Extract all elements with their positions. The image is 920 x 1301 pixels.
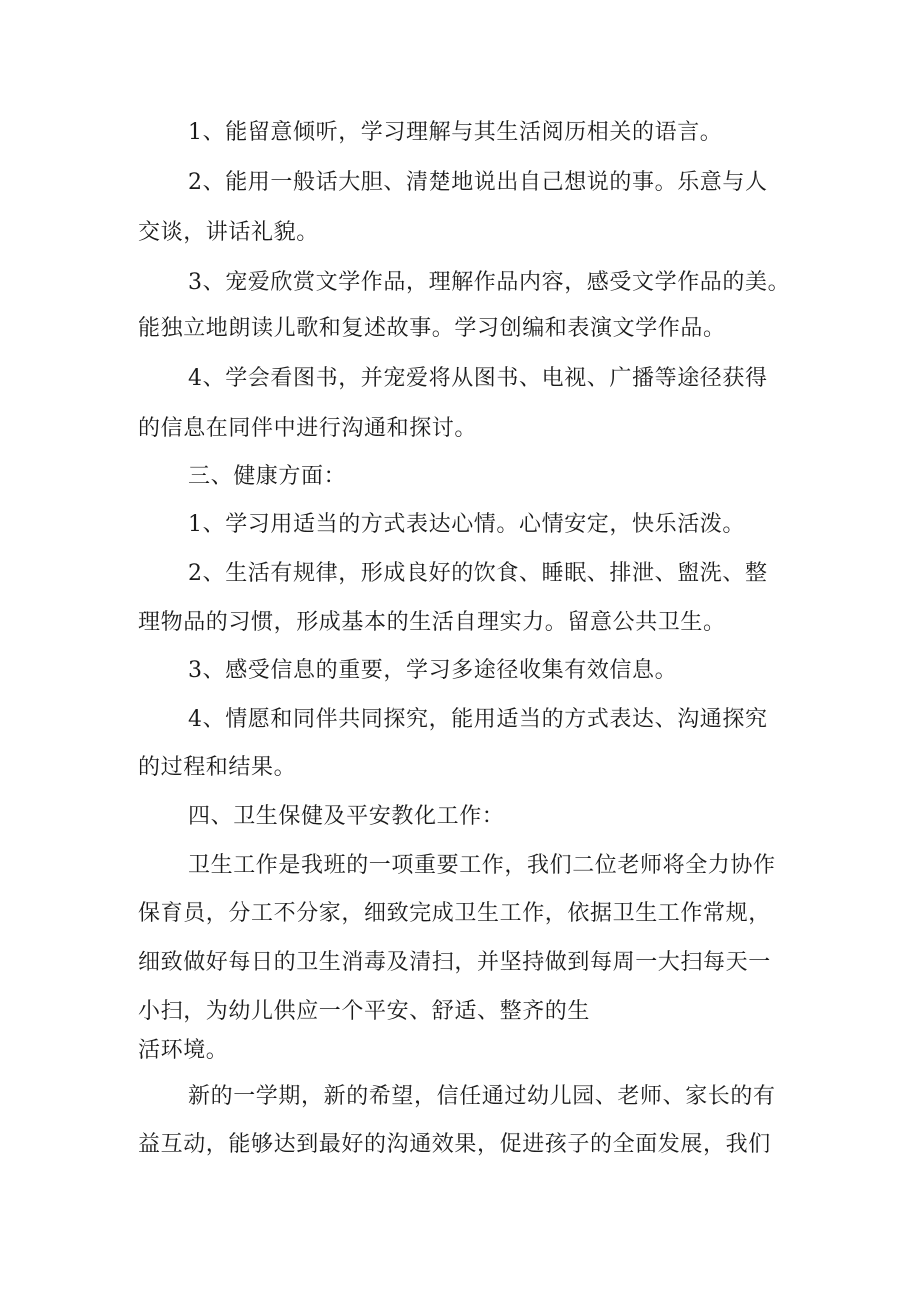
text-line-14: 的过程和结果。: [138, 755, 297, 780]
text-line-13: 4、情愿和同伴共同探究，能用适当的方式表达、沟通探究: [188, 707, 768, 732]
text-line-20: 活环境。: [138, 1038, 229, 1063]
text-line-2: 2、能用一般话大胆、清楚地说出自己想说的事。乐意与人: [188, 170, 768, 195]
text-line-6: 4、学会看图书，并宠爱将从图书、电视、广播等途径获得: [188, 366, 768, 391]
text-line-18: 细致做好每日的卫生消毒及清扫，并坚持做到每周一大扫每天一: [138, 950, 771, 975]
text-line-17: 保育员，分工不分家，细致完成卫生工作，依据卫生工作常规，: [138, 901, 771, 926]
text-line-3: 交谈，讲话礼貌。: [138, 220, 319, 245]
text-line-4: 3、宠爱欣赏文学作品，理解作品内容，感受文学作品的美。: [188, 270, 791, 295]
text-line-16: 卫生工作是我班的一项重要工作，我们二位老师将全力协作: [188, 853, 776, 878]
section-heading-hygiene: 四、卫生保健及平安教化工作：: [188, 804, 505, 829]
text-line-12: 3、感受信息的重要，学习多途径收集有效信息。: [188, 658, 678, 683]
text-line-11: 理物品的习惯，形成基本的生活自理实力。留意公共卫生。: [138, 610, 726, 635]
text-line-9: 1、学习用适当的方式表达心情。心情安定，快乐活泼。: [188, 512, 745, 537]
text-line-10: 2、生活有规律，形成良好的饮食、睡眠、排泄、盥洗、整: [188, 561, 768, 586]
section-heading-health: 三、健康方面：: [188, 464, 347, 489]
text-line-21: 新的一学期，新的希望，信任通过幼儿园、老师、家长的有: [188, 1084, 776, 1109]
text-line-5: 能独立地朗读儿歌和复述故事。学习创编和表演文学作品。: [138, 316, 726, 341]
text-line-1: 1、能留意倾听，学习理解与其生活阅历相关的语言。: [188, 120, 723, 145]
text-line-22: 益互动，能够达到最好的沟通效果，促进孩子的全面发展，我们: [138, 1132, 771, 1157]
text-line-19: 小扫，为幼儿供应一个平安、舒适、整齐的生: [138, 999, 591, 1024]
text-line-7: 的信息在同伴中进行沟通和探讨。: [138, 416, 478, 441]
